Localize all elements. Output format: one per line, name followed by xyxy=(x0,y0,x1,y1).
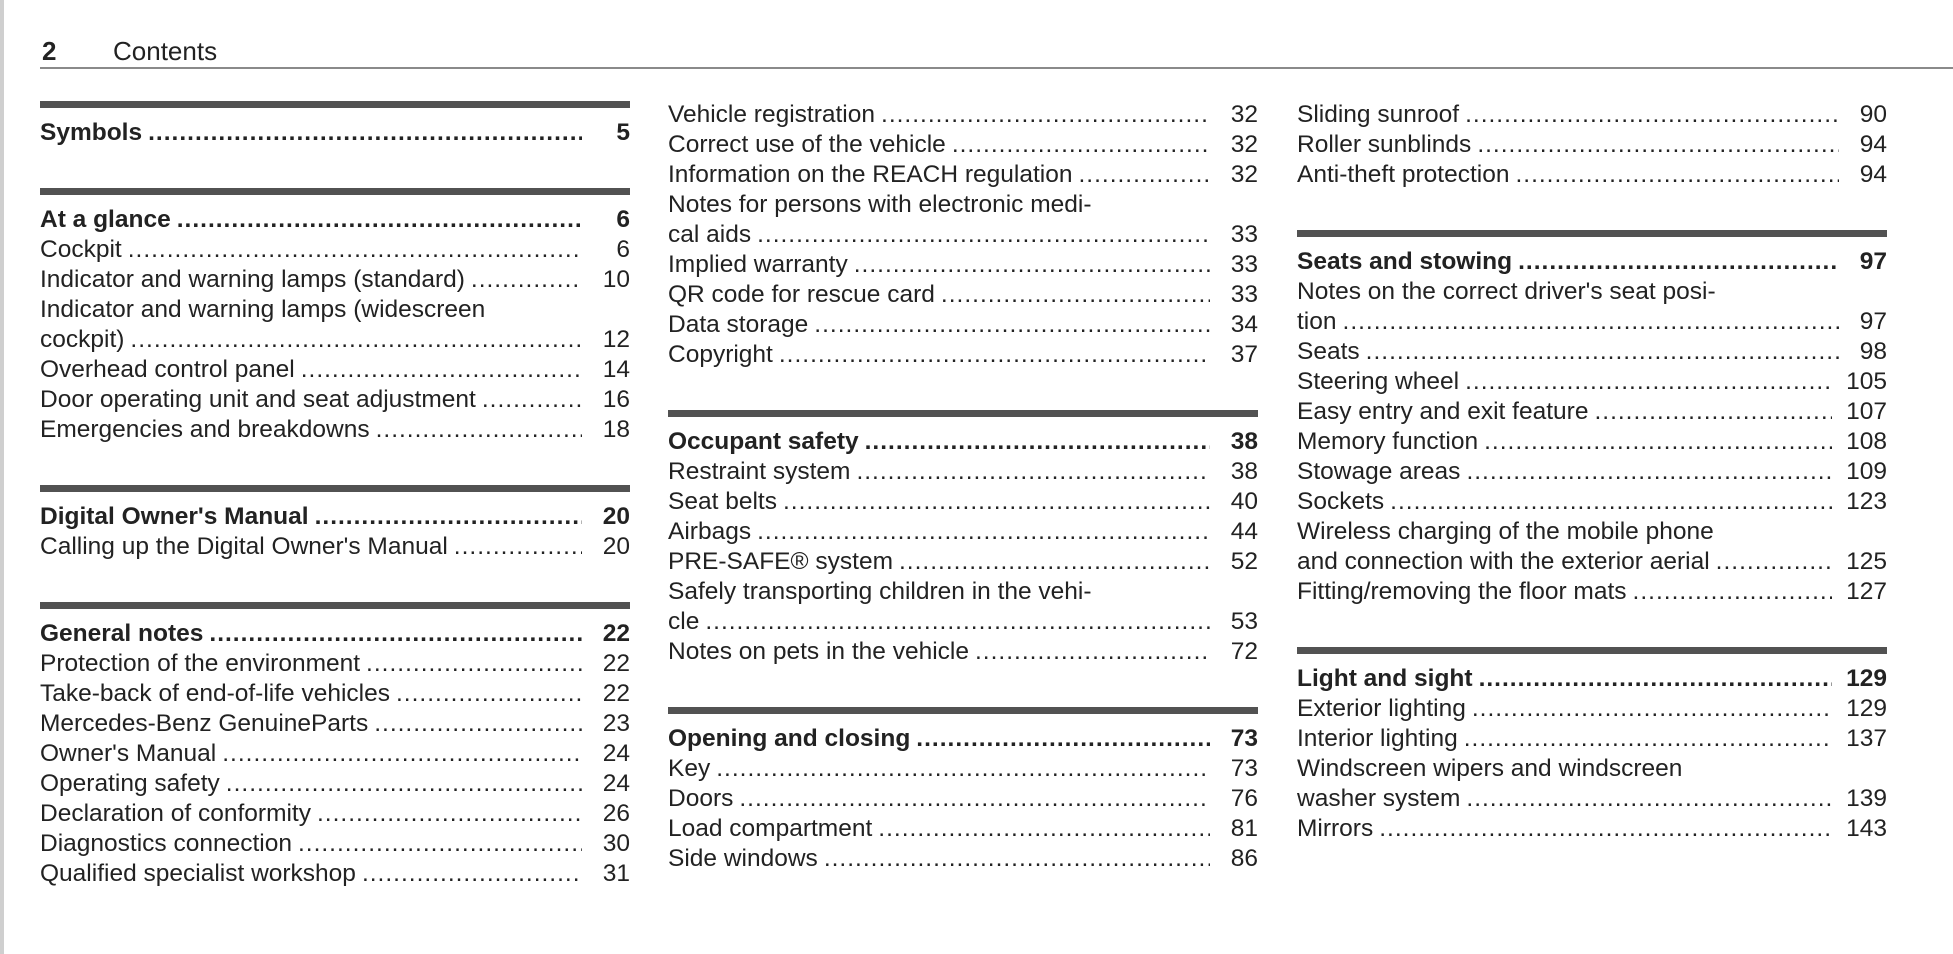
entry-page-number: 20 xyxy=(602,533,630,560)
toc-entry-link[interactable] xyxy=(1297,784,1887,814)
entry-label: Calling up the Digital Owner's Manual xyxy=(40,533,448,560)
dot-leader xyxy=(226,769,582,799)
toc-section xyxy=(1297,100,1887,190)
section-title-link[interactable] xyxy=(40,118,630,148)
entry-page-number: 86 xyxy=(1230,845,1258,872)
entry-label: Notes on pets in the vehicle xyxy=(668,638,969,665)
entry-label: Exterior lighting xyxy=(1297,695,1466,722)
entry-page-number: 24 xyxy=(602,770,630,797)
entry-label: Mercedes-Benz GenuineParts xyxy=(40,710,369,737)
entry-label: Indicator and warning lamps (standard) xyxy=(40,266,465,293)
dot-leader xyxy=(396,679,582,709)
entry-page-number: 125 xyxy=(1846,548,1887,575)
entry-label: Key xyxy=(668,755,711,782)
entry-label: Information on the REACH regulation xyxy=(668,161,1073,188)
entry-page-number: 6 xyxy=(616,206,630,233)
toc-entry-link[interactable] xyxy=(40,295,630,325)
dot-leader xyxy=(854,250,1210,280)
entry-page-number: 81 xyxy=(1230,815,1258,842)
toc-entry-link[interactable] xyxy=(1297,337,1887,367)
entry-label: cle xyxy=(668,608,700,635)
entry-page-number: 26 xyxy=(602,800,630,827)
dot-leader xyxy=(1366,337,1839,367)
dot-leader xyxy=(899,547,1210,577)
dot-leader xyxy=(128,235,582,265)
entry-label: Steering wheel xyxy=(1297,368,1460,395)
entry-label: At a glance xyxy=(40,206,171,233)
section-title-link[interactable] xyxy=(40,502,630,532)
dot-leader xyxy=(1633,577,1833,607)
toc-entry-link[interactable] xyxy=(668,250,1258,280)
entry-label: Implied warranty xyxy=(668,251,848,278)
section-title-link[interactable] xyxy=(668,724,1258,754)
entry-page-number: 32 xyxy=(1230,161,1258,188)
dot-leader xyxy=(1515,160,1839,190)
dot-leader xyxy=(366,649,582,679)
section-title-link[interactable] xyxy=(1297,247,1887,277)
dot-leader xyxy=(1479,664,1833,694)
entry-label: Data storage xyxy=(668,311,809,338)
section-bar xyxy=(1297,647,1887,654)
entry-page-number: 33 xyxy=(1230,221,1258,248)
entry-page-number: 24 xyxy=(602,740,630,767)
entry-page-number: 31 xyxy=(602,860,630,887)
entry-label: Owner's Manual xyxy=(40,740,217,767)
toc-entry-link[interactable] xyxy=(668,280,1258,310)
toc-entry-link[interactable] xyxy=(1297,160,1887,190)
toc-entry-link[interactable] xyxy=(668,607,1258,637)
entry-label: Operating safety xyxy=(40,770,220,797)
entry-label: Interior lighting xyxy=(1297,725,1458,752)
toc-section xyxy=(668,707,1258,874)
entry-label: Restraint system xyxy=(668,458,851,485)
toc-column-1 xyxy=(40,100,630,889)
page-title: Contents xyxy=(113,36,218,66)
dot-leader xyxy=(1518,247,1839,277)
entry-label: Declaration of conformity xyxy=(40,800,311,827)
section-bar xyxy=(668,707,1258,714)
section-bar xyxy=(40,602,630,609)
dot-leader xyxy=(1466,457,1832,487)
entry-label: Vehicle registration xyxy=(668,101,876,128)
dot-leader xyxy=(739,784,1210,814)
entry-page-number: 94 xyxy=(1859,131,1887,158)
toc-section xyxy=(40,485,630,562)
toc-entry-link[interactable] xyxy=(1297,307,1887,337)
entry-label: Roller sunblinds xyxy=(1297,131,1472,158)
entry-label: Seat belts xyxy=(668,488,777,515)
dot-leader xyxy=(941,280,1210,310)
entry-page-number: 14 xyxy=(602,356,630,383)
dot-leader xyxy=(916,724,1210,754)
entry-page-number: 10 xyxy=(602,266,630,293)
entry-label: Qualified specialist workshop xyxy=(40,860,356,887)
entry-label: Airbags xyxy=(668,518,752,545)
entry-page-number: 20 xyxy=(602,503,630,530)
entry-label: Side windows xyxy=(668,845,818,872)
entry-page-number: 38 xyxy=(1230,428,1258,455)
toc-entry-link[interactable] xyxy=(40,859,630,889)
toc-entry-link[interactable] xyxy=(1297,397,1887,427)
entry-page-number: 32 xyxy=(1230,101,1258,128)
entry-label: Door operating unit and seat adjustment xyxy=(40,386,476,413)
entry-page-number: 127 xyxy=(1846,578,1887,605)
entry-page-number: 73 xyxy=(1230,725,1258,752)
dot-leader xyxy=(757,517,1210,547)
dot-leader xyxy=(814,310,1210,340)
toc-entry-link[interactable] xyxy=(668,220,1258,250)
toc-entry-link[interactable] xyxy=(1297,517,1887,547)
entry-label: PRE-SAFE® system xyxy=(668,548,893,575)
dot-leader xyxy=(881,100,1210,130)
dot-leader xyxy=(317,799,582,829)
dot-leader xyxy=(1343,307,1839,337)
toc-entry-link[interactable] xyxy=(668,340,1258,370)
toc-entry-link[interactable] xyxy=(668,457,1258,487)
dot-leader xyxy=(482,385,582,415)
entry-label: Sockets xyxy=(1297,488,1385,515)
dot-leader xyxy=(705,607,1210,637)
toc-section xyxy=(40,101,630,148)
toc-section xyxy=(40,188,630,445)
entry-label: Windscreen wipers and windscreen xyxy=(1297,755,1683,782)
toc-entry-link[interactable] xyxy=(40,709,630,739)
dot-leader xyxy=(376,415,582,445)
dot-leader xyxy=(1466,784,1832,814)
section-title-link[interactable] xyxy=(40,619,630,649)
toc-entry-link[interactable] xyxy=(1297,487,1887,517)
entry-page-number: 44 xyxy=(1230,518,1258,545)
entry-page-number: 97 xyxy=(1859,248,1887,275)
entry-label: Digital Owner's Manual xyxy=(40,503,309,530)
left-page-edge xyxy=(0,0,4,954)
entry-label: Take-back of end-of-life vehicles xyxy=(40,680,390,707)
dot-leader xyxy=(1465,367,1832,397)
dot-leader xyxy=(1594,397,1832,427)
entry-label: Indicator and warning lamps (widescreen xyxy=(40,296,486,323)
entry-label: QR code for rescue card xyxy=(668,281,935,308)
dot-leader xyxy=(148,118,582,148)
entry-label: tion xyxy=(1297,308,1337,335)
toc-section xyxy=(1297,647,1887,844)
entry-page-number: 108 xyxy=(1846,428,1887,455)
entry-label: Cockpit xyxy=(40,236,122,263)
toc-entry-link[interactable] xyxy=(1297,724,1887,754)
toc-entry-link[interactable] xyxy=(40,385,630,415)
toc-entry-link[interactable] xyxy=(40,265,630,295)
toc-entry-link[interactable] xyxy=(40,679,630,709)
dot-leader xyxy=(856,457,1210,487)
entry-label: Anti-theft protection xyxy=(1297,161,1510,188)
dot-leader xyxy=(1472,694,1832,724)
entry-page-number: 23 xyxy=(602,710,630,737)
entry-label: Symbols xyxy=(40,119,143,146)
toc-entry-link[interactable] xyxy=(1297,367,1887,397)
entry-page-number: 129 xyxy=(1846,665,1887,692)
entry-label: Mirrors xyxy=(1297,815,1374,842)
section-bar xyxy=(40,485,630,492)
dot-leader xyxy=(454,532,582,562)
entry-label: Doors xyxy=(668,785,734,812)
dot-leader xyxy=(374,709,582,739)
entry-page-number: 97 xyxy=(1859,308,1887,335)
dot-leader xyxy=(1465,100,1839,130)
entry-label: Fitting/removing the floor mats xyxy=(1297,578,1627,605)
dot-leader xyxy=(130,325,582,355)
toc-entry-link[interactable] xyxy=(1297,277,1887,307)
entry-label: Stowage areas xyxy=(1297,458,1461,485)
entry-page-number: 6 xyxy=(616,236,630,263)
entry-page-number: 32 xyxy=(1230,131,1258,158)
toc-entry-link[interactable] xyxy=(1297,100,1887,130)
section-bar xyxy=(40,188,630,195)
entry-label: Load compartment xyxy=(668,815,873,842)
entry-page-number: 76 xyxy=(1230,785,1258,812)
section-title-link[interactable] xyxy=(1297,664,1887,694)
section-bar xyxy=(668,410,1258,417)
entry-page-number: 40 xyxy=(1230,488,1258,515)
toc-entry-link[interactable] xyxy=(40,415,630,445)
toc-column-2 xyxy=(668,100,1258,874)
toc-entry-link[interactable] xyxy=(668,130,1258,160)
dot-leader xyxy=(301,355,582,385)
toc-entry-link[interactable] xyxy=(1297,427,1887,457)
entry-page-number: 5 xyxy=(616,119,630,146)
toc-entry-link[interactable] xyxy=(1297,694,1887,724)
entry-page-number: 33 xyxy=(1230,281,1258,308)
entry-label: Copyright xyxy=(668,341,773,368)
entry-page-number: 72 xyxy=(1230,638,1258,665)
dot-leader xyxy=(1484,427,1832,457)
section-title-link[interactable] xyxy=(40,205,630,235)
dot-leader xyxy=(757,220,1210,250)
entry-page-number: 129 xyxy=(1846,695,1887,722)
toc-entry-link[interactable] xyxy=(40,532,630,562)
entry-page-number: 98 xyxy=(1859,338,1887,365)
toc-entry-link[interactable] xyxy=(1297,814,1887,844)
toc-entry-link[interactable] xyxy=(668,487,1258,517)
entry-page-number: 12 xyxy=(602,326,630,353)
dot-leader xyxy=(1464,724,1832,754)
entry-page-number: 109 xyxy=(1846,458,1887,485)
toc-entry-link[interactable] xyxy=(1297,130,1887,160)
entry-label: Sliding sunroof xyxy=(1297,101,1460,128)
dot-leader xyxy=(177,205,582,235)
dot-leader xyxy=(298,829,582,859)
toc-entry-link[interactable] xyxy=(40,355,630,385)
toc-entry-link[interactable] xyxy=(668,844,1258,874)
dot-leader xyxy=(471,265,582,295)
entry-label: Protection of the environment xyxy=(40,650,361,677)
dot-leader xyxy=(952,130,1210,160)
entry-label: Easy entry and exit feature xyxy=(1297,398,1589,425)
entry-page-number: 123 xyxy=(1846,488,1887,515)
entry-page-number: 16 xyxy=(602,386,630,413)
dot-leader xyxy=(865,427,1210,457)
dot-leader xyxy=(1379,814,1832,844)
entry-label: Seats xyxy=(1297,338,1360,365)
entry-label: Diagnostics connection xyxy=(40,830,292,857)
toc-section xyxy=(1297,230,1887,607)
entry-page-number: 105 xyxy=(1846,368,1887,395)
entry-label: cockpit) xyxy=(40,326,125,353)
dot-leader xyxy=(975,637,1210,667)
toc-entry-link[interactable] xyxy=(40,829,630,859)
entry-label: Notes on the correct driver's seat posi- xyxy=(1297,278,1716,305)
dot-leader xyxy=(824,844,1210,874)
toc-section xyxy=(668,410,1258,667)
dot-leader xyxy=(779,340,1210,370)
toc-entry-link[interactable] xyxy=(1297,577,1887,607)
dot-leader xyxy=(315,502,582,532)
entry-label: Light and sight xyxy=(1297,665,1473,692)
dot-leader xyxy=(222,739,582,769)
entry-label: Safely transporting children in the vehi- xyxy=(668,578,1092,605)
toc-entry-link[interactable] xyxy=(668,310,1258,340)
toc-entry-link[interactable] xyxy=(40,739,630,769)
entry-page-number: 22 xyxy=(602,650,630,677)
entry-page-number: 38 xyxy=(1230,458,1258,485)
toc-entry-link[interactable] xyxy=(668,160,1258,190)
entry-label: Correct use of the vehicle xyxy=(668,131,946,158)
entry-page-number: 94 xyxy=(1859,161,1887,188)
toc-entry-link[interactable] xyxy=(40,649,630,679)
toc-entry-link[interactable] xyxy=(668,784,1258,814)
entry-label: Opening and closing xyxy=(668,725,911,752)
entry-label: General notes xyxy=(40,620,204,647)
toc-entry-link[interactable] xyxy=(668,517,1258,547)
entry-page-number: 137 xyxy=(1846,725,1887,752)
header-rule xyxy=(40,67,1953,69)
toc-section xyxy=(40,602,630,889)
entry-page-number: 22 xyxy=(602,680,630,707)
toc-entry-link[interactable] xyxy=(668,547,1258,577)
entry-page-number: 90 xyxy=(1859,101,1887,128)
dot-leader xyxy=(1078,160,1210,190)
entry-page-number: 107 xyxy=(1846,398,1887,425)
dot-leader xyxy=(1716,547,1832,577)
toc-entry-link[interactable] xyxy=(40,325,630,355)
entry-label: Wireless charging of the mobile phone xyxy=(1297,518,1714,545)
entry-page-number: 73 xyxy=(1230,755,1258,782)
entry-page-number: 139 xyxy=(1846,785,1887,812)
dot-leader xyxy=(1390,487,1832,517)
entry-page-number: 18 xyxy=(602,416,630,443)
toc-entry-link[interactable] xyxy=(668,814,1258,844)
entry-label: Occupant safety xyxy=(668,428,859,455)
toc-entry-link[interactable] xyxy=(668,754,1258,784)
toc-entry-link[interactable] xyxy=(668,190,1258,220)
page-number: 2 xyxy=(42,36,57,66)
entry-label: Notes for persons with electronic medi- xyxy=(668,191,1092,218)
entry-label: Seats and stowing xyxy=(1297,248,1513,275)
toc-entry-link[interactable] xyxy=(668,100,1258,130)
toc-entry-link[interactable] xyxy=(668,577,1258,607)
entry-label: Emergencies and breakdowns xyxy=(40,416,370,443)
dot-leader xyxy=(783,487,1210,517)
dot-leader xyxy=(1477,130,1839,160)
entry-label: cal aids xyxy=(668,221,752,248)
entry-page-number: 22 xyxy=(602,620,630,647)
entry-page-number: 143 xyxy=(1846,815,1887,842)
dot-leader xyxy=(878,814,1210,844)
entry-label: washer system xyxy=(1297,785,1461,812)
entry-page-number: 37 xyxy=(1230,341,1258,368)
section-title-link[interactable] xyxy=(668,427,1258,457)
dot-leader xyxy=(209,619,582,649)
toc-entry-link[interactable] xyxy=(40,799,630,829)
toc-entry-link[interactable] xyxy=(40,769,630,799)
dot-leader xyxy=(362,859,582,889)
entry-label: Overhead control panel xyxy=(40,356,295,383)
toc-entry-link[interactable] xyxy=(668,637,1258,667)
section-bar xyxy=(1297,230,1887,237)
entry-page-number: 53 xyxy=(1230,608,1258,635)
dot-leader xyxy=(716,754,1210,784)
entry-label: and connection with the exterior aerial xyxy=(1297,548,1710,575)
entry-label: Memory function xyxy=(1297,428,1479,455)
entry-page-number: 34 xyxy=(1230,311,1258,338)
toc-entry-link[interactable] xyxy=(1297,547,1887,577)
toc-column-3 xyxy=(1297,100,1887,844)
entry-page-number: 52 xyxy=(1230,548,1258,575)
toc-entry-link[interactable] xyxy=(40,235,630,265)
section-bar xyxy=(40,101,630,108)
entry-page-number: 30 xyxy=(602,830,630,857)
entry-page-number: 33 xyxy=(1230,251,1258,278)
toc-entry-link[interactable] xyxy=(1297,754,1887,784)
toc-section xyxy=(668,100,1258,370)
toc-entry-link[interactable] xyxy=(1297,457,1887,487)
